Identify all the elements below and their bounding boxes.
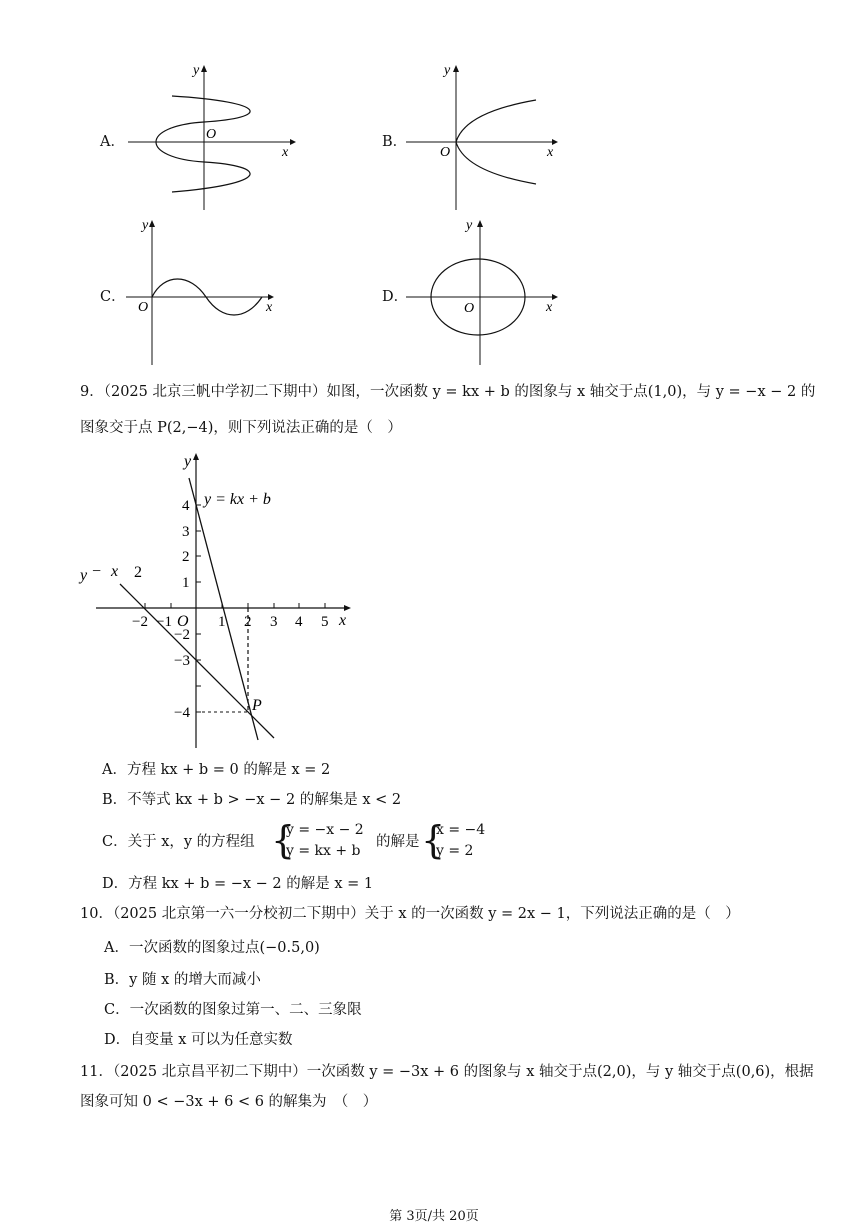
axis-y-label: y <box>466 218 473 233</box>
x-tick-label: 4 <box>295 614 303 630</box>
origin-label: O <box>440 145 451 160</box>
option-c-graph <box>120 215 300 365</box>
x-tick-label: 2 <box>244 614 252 630</box>
label-y-kx-b: y = kx + b <box>204 491 271 508</box>
option-c-letter: C． <box>100 289 126 305</box>
x-tick-label: −1 <box>156 614 172 630</box>
system-sol-2: y = 2 <box>436 843 474 859</box>
option-d-letter: D． <box>382 289 409 305</box>
system-eq-2: y = kx + b <box>286 843 361 859</box>
q9-figure <box>76 448 376 758</box>
axis-y-label: y <box>142 218 149 233</box>
x-tick-label: 3 <box>270 614 278 630</box>
origin-label: O <box>464 301 475 316</box>
q9-option-d: D．方程 kx + b = −x − 2 的解是 x = 1 <box>102 876 374 892</box>
y-tick-label: −2 <box>174 627 190 643</box>
option-a-graph <box>120 60 300 210</box>
axis-y-label: y <box>193 63 200 78</box>
q9-stem-line2: 图象交于点 P(2,−4)，则下列说法正确的是（ ） <box>80 420 402 436</box>
axis-x-label: x <box>282 145 289 160</box>
system-eq-1: y = −x − 2 <box>286 822 364 838</box>
x-tick-label: 1 <box>218 614 226 630</box>
x-tick-label: 5 <box>321 614 329 630</box>
line-neg-x-minus-2 <box>120 584 274 738</box>
page-footer: 第 3页/共 20页 <box>389 1209 479 1224</box>
q9-system-1 <box>286 820 364 862</box>
label-y: y <box>80 567 88 584</box>
origin-label: O <box>206 127 217 142</box>
label-minus: − <box>92 563 102 580</box>
option-d-graph <box>400 215 580 365</box>
q9-option-c-mid: 的解是 <box>376 834 420 850</box>
option-a-letter: A． <box>100 134 125 150</box>
y-tick-label: 2 <box>182 549 190 565</box>
y-tick-label: 1 <box>182 575 190 591</box>
y-tick-label: 3 <box>182 524 190 540</box>
q10-stem: 10．（2025 北京第一六一分校初二下期中）关于 x 的一次函数 y = 2x − 1，下列说法正确的是（ ） <box>80 906 740 922</box>
q11-stem-line2: 图象可知 0 < −3x + 6 < 6 的解集为 （ ） <box>80 1094 378 1110</box>
q10-option-b: B．y 随 x 的增大而减小 <box>104 972 261 988</box>
axis-y-label: y <box>184 453 192 470</box>
brace-left: { <box>421 818 446 862</box>
y-tick-label: −3 <box>174 653 190 669</box>
option-b-letter: B． <box>382 134 408 150</box>
q10-option-d: D．自变量 x 可以为任意实数 <box>104 1032 293 1048</box>
axis-x-label: x <box>547 145 554 160</box>
point-p-label: P <box>252 697 262 714</box>
axis-x-label: x <box>339 612 347 629</box>
q11-stem-line1: 11．（2025 北京昌平初二下期中）一次函数 y = −3x + 6 的图象与 x 轴交于点(2,0)，与 y 轴交于点(0,6)，根据 <box>80 1064 814 1080</box>
q9-stem-line1: 9．（2025 北京三帆中学初二下期中）如图，一次函数 y = kx + b 的图象与 x 轴交于点(1,0)，与 y = −x − 2 的 <box>80 384 816 400</box>
q9-option-b: B．不等式 kx + b > −x − 2 的解集是 x < 2 <box>102 792 402 808</box>
y-tick-label: 4 <box>182 498 190 514</box>
q9-system-2 <box>436 820 485 862</box>
brace-left: { <box>271 818 296 862</box>
y-tick-label: −4 <box>174 705 190 721</box>
x-tick-label: −2 <box>132 614 148 630</box>
label-2: 2 <box>134 564 142 581</box>
q9-option-a: A．方程 kx + b = 0 的解是 x = 2 <box>102 762 331 778</box>
q9-option-c-prefix: C．关于 x，y 的方程组 <box>102 834 255 850</box>
axis-x-label: x <box>266 300 273 315</box>
origin-label: O <box>138 300 149 315</box>
system-sol-1: x = −4 <box>436 822 486 838</box>
option-b-graph <box>400 60 580 210</box>
q10-option-a: A．一次函数的图象过点(−0.5,0) <box>104 940 320 956</box>
label-x: x <box>111 563 119 580</box>
origin-label: O <box>177 613 189 630</box>
axis-y-label: y <box>444 63 451 78</box>
axis-x-label: x <box>546 300 553 315</box>
q10-option-c: C．一次函数的图象过第一、二、三象限 <box>104 1002 362 1018</box>
